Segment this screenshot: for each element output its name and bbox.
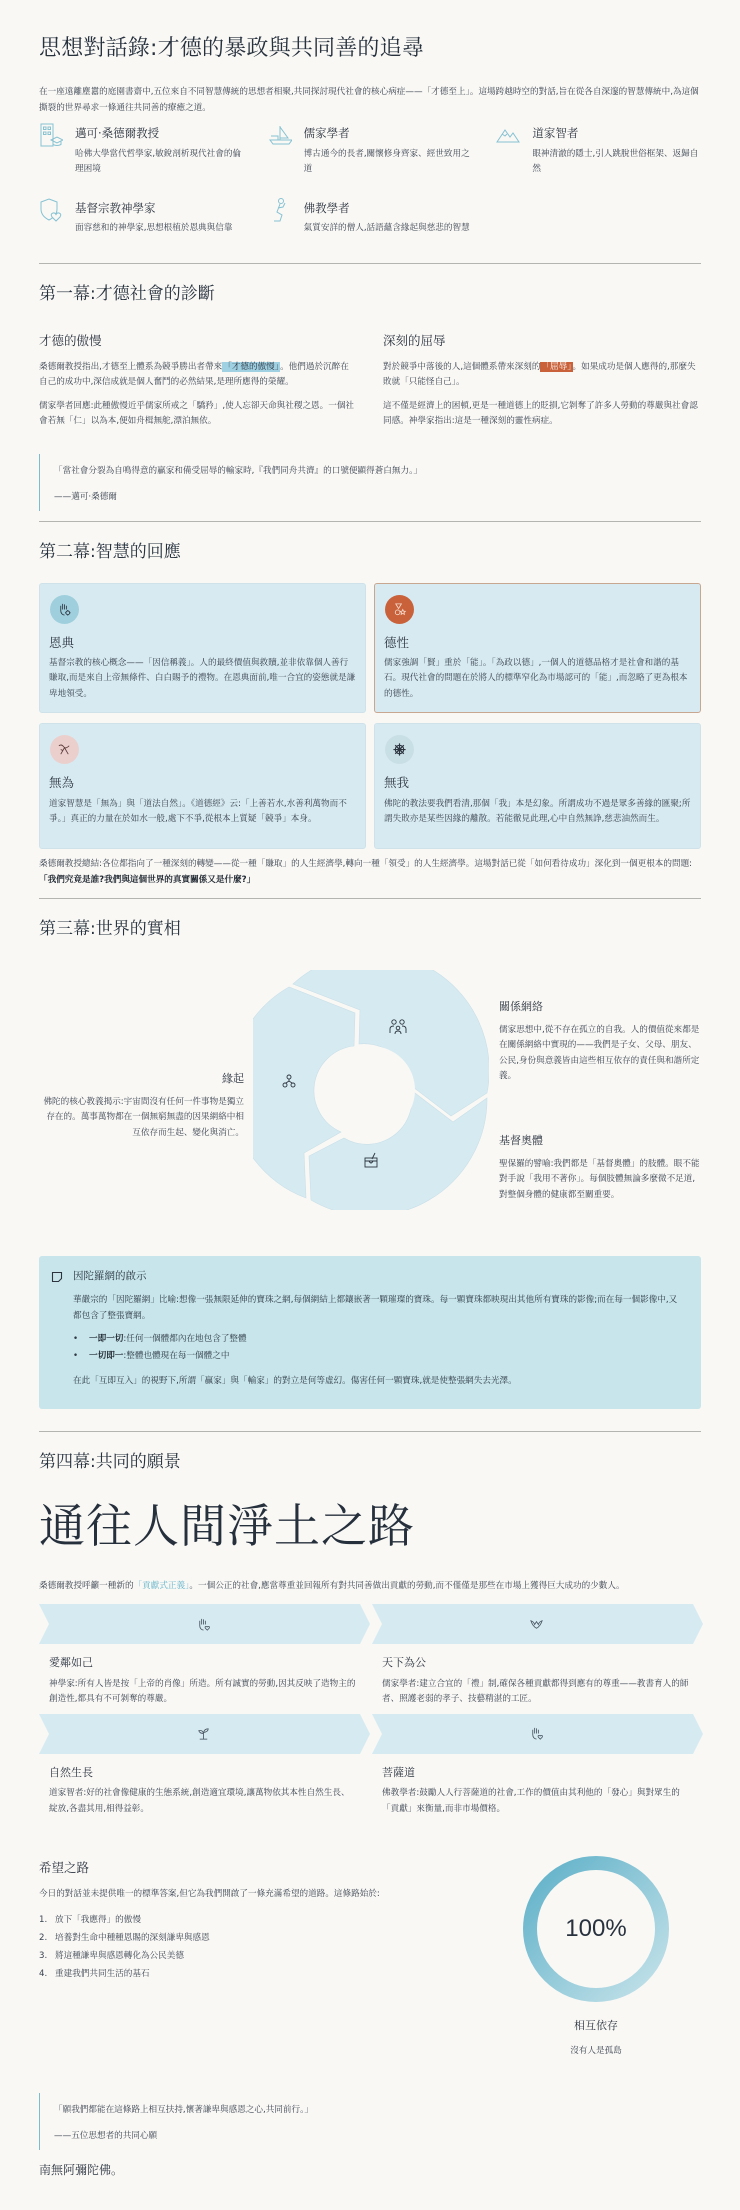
node-relationship-network	[499, 998, 701, 1085]
card-title: 德性	[384, 634, 410, 650]
node-dependent-origination	[39, 1070, 244, 1141]
hope-steps	[39, 1911, 491, 1983]
mountain-icon	[496, 122, 520, 148]
card-text: 佛陀的教法要我們看清,那個「我」本是幻象。所謂成功不過是眾多善緣的匯聚;所謂失敗亦是某些因緣的離散。若能徹見此理,心中自然無諍,慈悲油然而生。	[384, 798, 691, 825]
hero-heading: 通往人間淨土之路	[39, 1499, 415, 1554]
hope-section	[39, 1843, 701, 2058]
vision-title: 自然生長	[49, 1765, 93, 1779]
highlight-term: 「才德的傲慢」	[223, 361, 280, 372]
card-text: 道家智慧是「無為」與「道法自然」。《道德經》云:「上善若水,水善利萬物而不爭。」真正的力量在於如水一般,處下不爭,從根本上質疑「競爭」本身。	[49, 798, 347, 825]
closing-quote	[39, 2093, 701, 2150]
column-heading: 深刻的屈辱	[383, 333, 446, 349]
act2-title: 第二幕:智慧的回應	[39, 541, 181, 562]
thinker-desc: 博古通今的長者,關懷修身齊家、經世致用之道	[303, 148, 470, 174]
thinker-name: 基督宗教神學家	[75, 200, 156, 215]
thinker-desc: 氣質安詳的僧人,話語蘊含緣起與慈悲的智慧	[303, 223, 470, 234]
thinker-name: 邁可·桑德爾教授	[75, 126, 160, 141]
shield-heart-icon	[39, 197, 63, 223]
thinker-desc: 眼神清澈的隱士,引人跳脫世俗框架、返歸自然	[532, 148, 699, 174]
act4-lead: 桑德爾教授呼籲一種新的「貢獻式正義」。一個公正的社會,應當尊重並回報所有對共同善做出貢獻的勞動,而不僅僅是那些在市場上獲得巨大成功的少數人。	[39, 1581, 625, 1592]
key-question: 「我們究竟是誰?我們與這個世界的真實關係又是什麼?」	[39, 874, 256, 885]
list-item: 4. 重建我們共同生活的基石	[39, 1969, 150, 1980]
act3-section	[39, 915, 701, 1409]
hope-intro: 今日的對話並未提供唯一的標準答案,但它為我們開啟了一條充滿希望的道路。這條路始於:	[39, 1888, 380, 1899]
gauge-value: 100%	[565, 1914, 627, 1942]
list-item: • 一切即一:整體也體現在每一個體之中	[73, 1348, 685, 1365]
highlight-term: 「屈辱」	[541, 361, 572, 372]
thinker-taoist	[496, 122, 701, 177]
medal-star-icon	[385, 595, 414, 624]
vision-text: 佛教學者:鼓勵人人行菩薩道的社會,工作的價值由其利他的「發心」與對眾生的「貢獻」來衡量,而非市場價格。	[382, 1788, 680, 1814]
vision-text: 儒家學者:建立合宜的「禮」制,確保各種貢獻都得到應有的尊重——教書育人的師者、照護老弱的孝子、技藝精湛的工匠。	[382, 1678, 689, 1705]
act2-section	[39, 538, 701, 888]
card-grace	[39, 583, 366, 714]
node-text: 儒家思想中,從不存在孤立的自我。人的價值從來都是在關係網絡中實現的——我們是子女、父母、朋友、公民,身份與意義皆由這些相互依存的責任與和諧所定義。	[499, 1024, 700, 1082]
thinker-buddhist	[268, 197, 473, 237]
quote-text: 「當社會分裂為自鳴得意的贏家和備受屈辱的輸家時,『我們同舟共濟』的口號便顯得蒼白無力。」	[54, 465, 422, 476]
thinkers-grid	[39, 122, 701, 252]
quote-text: 「願我們都能在這條路上相互扶持,懷著謙卑與感恩之心,共同前行。」	[54, 2104, 313, 2115]
thinker-confucian	[268, 122, 473, 177]
callout-list	[73, 1331, 685, 1365]
card-text: 基督宗教的核心概念——「因信稱義」。人的最終價值與救贖,並非依靠個人善行賺取,而是來自上帝無條件、白白賜予的禮物。在恩典面前,唯一合宜的姿態就是謙卑地領受。	[49, 657, 356, 699]
hand-heart-icon	[529, 1726, 544, 1741]
kneeling-person-icon	[268, 197, 292, 223]
thinker-desc: 哈佛大學當代哲學家,敏銳剖析現代社會的倫理困境	[75, 148, 242, 174]
vision-title: 菩薩道	[382, 1765, 415, 1779]
vision-title: 愛鄰如己	[49, 1656, 93, 1670]
act4-section	[39, 1448, 701, 2180]
section-divider	[39, 521, 701, 522]
flow-icon	[50, 735, 79, 764]
callout-title: 因陀羅網的啟示	[73, 1270, 147, 1283]
indra-net-callout	[39, 1256, 701, 1409]
quote-author: ——邁可·桑德爾	[54, 492, 117, 503]
thinker-theologian	[39, 197, 244, 237]
thinker-name: 道家智者	[532, 126, 579, 141]
thinker-sandel	[39, 122, 244, 177]
dharma-wheel-icon	[385, 735, 414, 764]
interdependence-gauge	[491, 1843, 701, 2058]
boat-icon	[268, 122, 292, 148]
vision-common-good	[372, 1604, 701, 1714]
building-graduate-icon	[39, 122, 63, 148]
lotus-hands-icon	[529, 1617, 544, 1632]
node-text: 佛陀的核心教義揭示:宇宙間沒有任何一件事物是獨立存在的。萬事萬物都在一個無窮無盡的因果網絡中相互依存而生起、變化與消亡。	[43, 1096, 244, 1138]
cycle-ring	[253, 970, 489, 1210]
vision-text: 神學家:所有人皆是按「上帝的肖像」所造。所有誠實的勞動,因其反映了造物主的創造性,都具有不可剝奪的尊嚴。	[49, 1678, 356, 1705]
card-anatta	[374, 723, 701, 849]
act1-title: 第一幕:才德社會的診斷	[39, 283, 215, 304]
quote-author: ——五位思想者的共同心願	[54, 2131, 158, 2142]
list-item: 3. 將這種謙卑與感恩轉化為公民美德	[39, 1951, 184, 1962]
intro-paragraph: 在一座遠離塵囂的庭園書齋中,五位來自不同智慧傳統的思想者相聚,共同探討現代社會的核心病症——「才德至上」。這場跨越時空的對話,旨在從各自深邃的智慧傳統中,為這個撕裂的世界尋求一條通往共同善的療癒之道。	[39, 87, 699, 113]
gauge-label: 相互依存	[574, 2019, 618, 2033]
card-wuwei	[39, 723, 366, 849]
sandel-quote	[39, 454, 701, 511]
note-icon	[51, 1271, 63, 1283]
node-title: 緣起	[222, 1072, 244, 1086]
hope-title: 希望之路	[39, 1860, 90, 1876]
card-virtue	[374, 583, 701, 714]
node-body-of-christ	[499, 1132, 701, 1203]
section-divider	[39, 263, 701, 264]
section-divider	[39, 898, 701, 899]
thinker-name: 儒家學者	[303, 126, 350, 141]
vision-title: 天下為公	[382, 1656, 426, 1670]
list-item: • 一即一切:任何一個體都內在地包含了整體	[73, 1331, 685, 1348]
column-paragraph: 桑德爾教授指出,才德至上體系為競爭勝出者帶來「才德的傲慢」。他們過於沉醉在自己的成功中,深信成就是個人奮鬥的必然結果,是理所應得的榮耀。	[39, 361, 349, 388]
vision-bodhisattva-path	[372, 1714, 701, 1824]
node-title: 基督奧體	[499, 1134, 543, 1148]
act2-summary: 桑德爾教授總結:各位都指向了一種深刻的轉變——從一種「賺取」的人生經濟學,轉向一種「領受」的人生經濟學。這場對話已從「如何看待成功」深化到一個更根本的問題:「我們究竟是誰?我們與這個世界的真實關係又是什麼?」	[39, 859, 693, 885]
hand-heart-icon	[196, 1617, 211, 1632]
page-title: 思想對話錄:才德的暴政與共同善的追尋	[39, 36, 425, 61]
callout-paragraph: 在此「互即互入」的視野下,所謂「贏家」與「輸家」的對立是何等虛幻。傷害任何一顆寶珠,就是使整張網失去光澤。	[73, 1376, 517, 1386]
hand-gear-icon	[50, 595, 79, 624]
vision-text: 道家智者:好的社會像健康的生態系統,創造適宜環境,讓萬物依其本性自然生長、綻放,各盡其用,相得益彰。	[49, 1788, 350, 1814]
column-heading: 才德的傲慢	[39, 333, 102, 349]
column-paragraph: 對於競爭中落後的人,這個體系帶來深刻的「屈辱」。如果成功是個人應得的,那麼失敗就「只能怪自己」。	[383, 361, 696, 388]
act1-section	[39, 280, 701, 511]
vision-grid	[39, 1604, 701, 1823]
section-divider	[39, 1431, 701, 1432]
vision-natural-growth	[39, 1714, 368, 1824]
closing-line: 南無阿彌陀佛。	[39, 2162, 124, 2177]
thinker-name: 佛教學者	[303, 200, 350, 215]
card-text: 儒家強調「賢」重於「能」。「為政以德」,一個人的道德品格才是社會和諧的基石。現代社會的問題在於將人的標準窄化為市場認可的「能」,而忽略了更為根本的德性。	[384, 657, 688, 699]
card-title: 無我	[384, 775, 410, 791]
node-title: 關係網絡	[499, 1000, 543, 1014]
gauge-sublabel: 沒有人是孤島	[570, 2045, 622, 2056]
arrogance-column	[39, 324, 357, 437]
thinker-desc: 面容慈和的神學家,思想根植於恩典與信靠	[75, 223, 233, 234]
callout-paragraph: 華嚴宗的「因陀羅網」比喻:想像一張無限延伸的寶珠之網,每個網結上都鑲嵌著一顆璀璨的寶珠。每一顆寶珠都映現出其他所有寶珠的影像;而在每一個影像中,又都包含了整張寶網。	[73, 1294, 678, 1322]
humiliation-column	[383, 324, 701, 437]
card-title: 恩典	[49, 634, 75, 650]
interdependence-cycle-diagram	[39, 960, 701, 1250]
sprout-icon	[196, 1726, 211, 1741]
node-text: 聖保羅的譬喻:我們都是「基督奧體」的肢體。眼不能對手說「我用不著你」。每個肢體無論多麼微不足道,對整個身體的健康都至關重要。	[499, 1158, 700, 1200]
act3-title: 第三幕:世界的實相	[39, 919, 181, 940]
list-item: 2. 培養對生命中種種恩賜的深刻謙卑與感恩	[39, 1933, 210, 1944]
list-item: 1. 放下「我應得」的傲慢	[39, 1915, 141, 1926]
column-paragraph: 這不僅是經濟上的困頓,更是一種道德上的貶損,它剝奪了許多人勞動的尊嚴與社會認同感。神學家指出:這是一種深刻的靈性病症。	[383, 400, 698, 427]
act4-title: 第四幕:共同的願景	[39, 1452, 181, 1473]
card-title: 無為	[49, 775, 75, 791]
highlight-term: 「貢獻式正義」	[133, 1581, 190, 1592]
column-paragraph: 儒家學者回應:此種傲慢近乎儒家所戒之「驕矜」,使人忘卻天命與社稷之恩。一個社會若無「仁」以為本,便如舟楫無舵,漂泊無依。	[39, 400, 355, 427]
vision-love-neighbor	[39, 1604, 368, 1714]
